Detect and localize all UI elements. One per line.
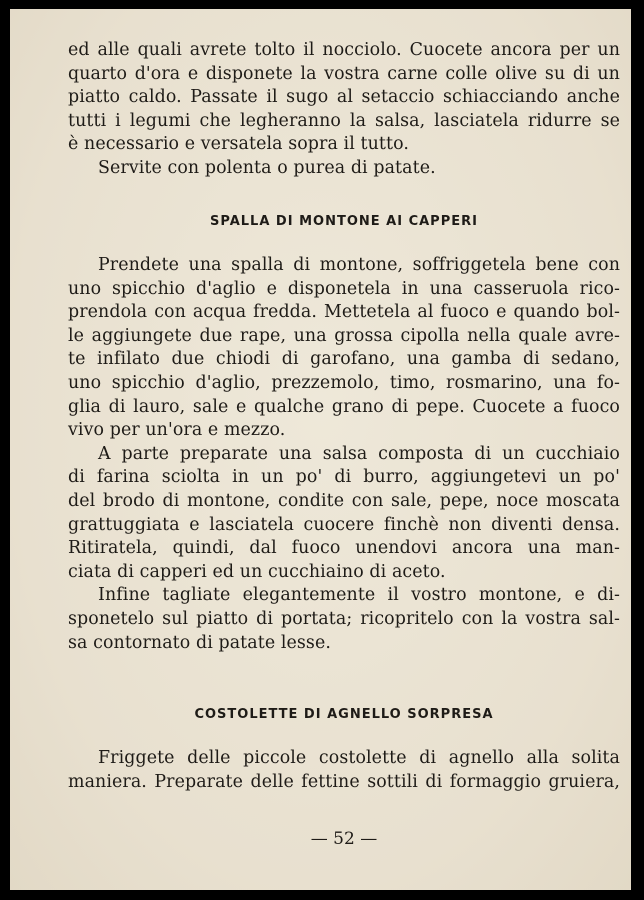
section-body-costolette — [68, 747, 620, 794]
text-line: del brodo di montone, condite con sale, pepe, noce moscata — [68, 490, 620, 511]
text-line: A parte preparate una salsa composta di un cucchiaio — [98, 443, 620, 464]
section-body-spalla — [68, 254, 620, 655]
text-line: è necessario e versatela sopra il tutto. — [68, 134, 409, 155]
text-line: piatto caldo. Passate il sugo al setaccio schiacciando anche — [68, 87, 620, 108]
section-title-costolette: COSTOLETTE DI AGNELLO SORPRESA — [194, 707, 494, 722]
section-title-spalla: SPALLA DI MONTONE AI CAPPERI — [210, 214, 478, 229]
text-line: Prendete una spalla di montone, soffriggetela bene con — [98, 255, 620, 275]
text-line: Friggete delle piccole costolette di agnello alla solita — [98, 748, 620, 768]
text-line: Ritiratela, quindi, dal fuoco unendovi ancora una man- — [68, 538, 620, 559]
page-number: — 52 — — [310, 829, 378, 849]
text-line: vivo per un'ora e mezzo. — [68, 420, 286, 441]
text-line: te infilato due chiodi di garofano, una gamba di sedano, — [68, 349, 620, 370]
text-line: sponetelo sul piatto di portata; ricopritelo con la vostra sal- — [68, 608, 620, 629]
text-line: ciata di capperi ed un cucchiaino di aceto. — [68, 561, 446, 582]
text-line: uno spicchio d'aglio e disponetela in una casseruola rico- — [68, 278, 620, 299]
text-line: uno spicchio d'aglio, prezzemolo, timo, rosmarino, una fo- — [68, 372, 620, 393]
text-line: sa contornato di patate lesse. — [68, 632, 331, 653]
text-line: di farina sciolta in un po' di burro, aggiungetevi un po' — [68, 467, 620, 488]
text-line: quarto d'ora e disponete la vostra carne colle olive su di un — [68, 63, 620, 84]
intro-paragraph — [68, 39, 620, 181]
text-line: Servite con polenta o purea di patate. — [98, 157, 436, 178]
text-line: prendola con acqua fredda. Mettetela al fuoco e quando bol- — [68, 302, 620, 323]
book-page — [10, 9, 631, 890]
text-line: grattuggiata e lasciatela cuocere finchè non diventi densa. — [68, 514, 620, 535]
text-line: ed alle quali avrete tolto il nocciolo. Cuocete ancora per un — [68, 40, 620, 60]
text-line: le aggiungete due rape, una grossa cipolla nella quale avre- — [68, 325, 620, 346]
text-line: glia di lauro, sale e qualche grano di pepe. Cuocete a fuoco — [68, 396, 620, 417]
text-line: maniera. Preparate delle fettine sottili di formaggio gruiera, — [68, 771, 620, 792]
text-line: tutti i legumi che legheranno la salsa, lasciatela ridurre se — [68, 110, 620, 131]
text-line: Infine tagliate elegantemente il vostro montone, e di- — [98, 585, 620, 606]
